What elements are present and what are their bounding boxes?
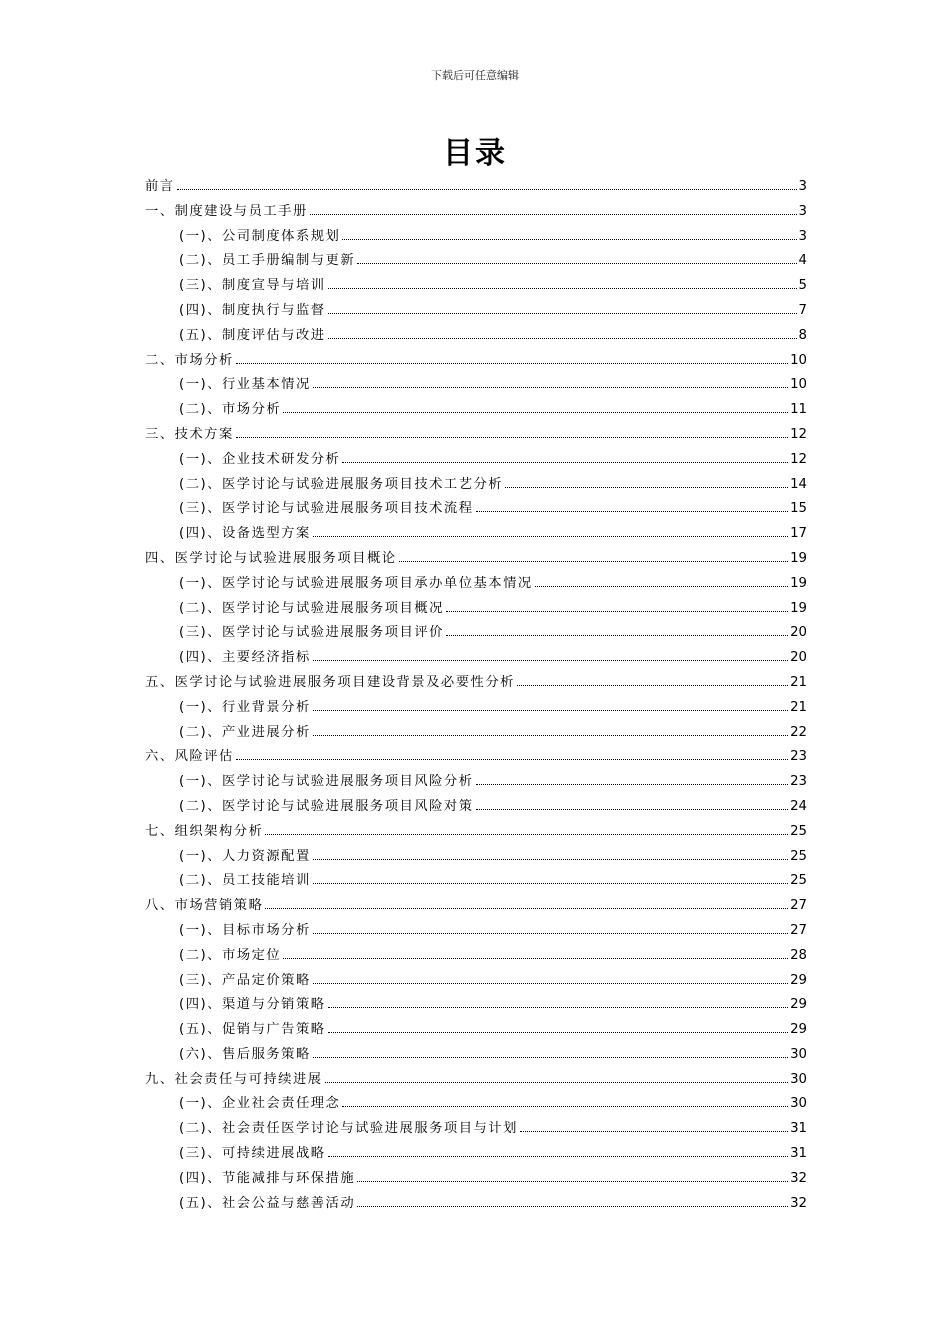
- toc-entry-label: (一)、企业技术研发分析: [179, 451, 341, 467]
- toc-page-number: 3: [798, 203, 807, 219]
- dot-leader: [265, 834, 788, 835]
- toc-section-entry[interactable]: [145, 225, 807, 250]
- toc-entry-label: (五)、社会公益与慈善活动: [179, 1195, 356, 1211]
- dot-leader: [313, 933, 788, 934]
- toc-page-number: 30: [790, 1071, 807, 1087]
- toc-page-number: 19: [790, 575, 807, 591]
- toc-entry-label: (四)、主要经济指标: [179, 650, 311, 666]
- toc-page-number: 5: [798, 278, 807, 294]
- toc-entry-label: (一)、目标市场分析: [179, 922, 311, 938]
- toc-chapter-entry[interactable]: [145, 349, 807, 374]
- dot-leader: [313, 710, 788, 711]
- toc-entry-label: (三)、医学讨论与试验进展服务项目技术流程: [179, 501, 474, 517]
- toc-page-number: 21: [790, 674, 807, 690]
- toc-entry-label: (一)、医学讨论与试验进展服务项目风险分析: [179, 774, 474, 790]
- toc-page-number: 29: [790, 972, 807, 988]
- toc-entry-label: (四)、渠道与分销策略: [179, 997, 326, 1013]
- toc-page-number: 20: [790, 650, 807, 666]
- toc-section-entry[interactable]: [145, 869, 807, 894]
- toc-entry-label: (二)、员工技能培训: [179, 873, 311, 889]
- toc-chapter-entry[interactable]: [145, 671, 807, 696]
- toc-chapter-entry[interactable]: [145, 1068, 807, 1093]
- toc-section-entry[interactable]: [145, 721, 807, 746]
- dot-leader: [328, 313, 797, 314]
- dot-leader: [177, 189, 797, 190]
- toc-section-entry[interactable]: [145, 249, 807, 274]
- toc-entry-label: (二)、产业进展分析: [179, 724, 311, 740]
- dot-leader: [313, 387, 788, 388]
- dot-leader: [476, 511, 789, 512]
- page-header: 下载后可任意编辑: [431, 69, 519, 82]
- toc-page-number: 3: [798, 179, 807, 194]
- toc-page-number: 25: [790, 823, 807, 839]
- toc-section-entry[interactable]: [145, 1192, 807, 1217]
- toc-section-entry[interactable]: [145, 1043, 807, 1068]
- dot-leader: [283, 412, 788, 413]
- toc-page-number: 7: [798, 302, 807, 318]
- dot-leader: [357, 263, 796, 264]
- toc-page-number: 24: [790, 798, 807, 814]
- toc-page-number: 29: [790, 1022, 807, 1038]
- dot-leader: [236, 759, 788, 760]
- dot-leader: [476, 809, 789, 810]
- dot-leader: [313, 983, 788, 984]
- toc-chapter-entry[interactable]: [145, 423, 807, 448]
- toc-section-entry[interactable]: [145, 944, 807, 969]
- toc-entry-label: (二)、医学讨论与试验进展服务项目概况: [179, 600, 444, 616]
- dot-leader: [328, 288, 797, 289]
- dot-leader: [357, 1181, 788, 1182]
- toc-section-entry[interactable]: [145, 696, 807, 721]
- toc-section-entry[interactable]: [145, 448, 807, 473]
- toc-entry-label: (一)、公司制度体系规划: [179, 228, 341, 244]
- toc-section-entry[interactable]: [145, 621, 807, 646]
- toc-page-number: 19: [790, 600, 807, 616]
- toc-page-number: 30: [790, 1046, 807, 1062]
- dot-leader: [535, 586, 788, 587]
- toc-section-entry[interactable]: [145, 274, 807, 299]
- page-title: 目录: [443, 136, 507, 171]
- toc-entry-label: (二)、市场分析: [179, 402, 282, 418]
- toc-section-entry[interactable]: [145, 1167, 807, 1192]
- toc-section-entry[interactable]: [145, 919, 807, 944]
- toc-entry-label: (五)、促销与广告策略: [179, 1022, 326, 1038]
- dot-leader: [520, 1131, 788, 1132]
- toc-page-number: 3: [798, 228, 807, 244]
- toc-entry-label: (二)、市场定位: [179, 947, 282, 963]
- dot-leader: [342, 239, 796, 240]
- toc-section-entry[interactable]: [145, 473, 807, 498]
- toc-chapter-entry[interactable]: [145, 820, 807, 845]
- toc-entry-label: 前言: [145, 179, 175, 194]
- dot-leader: [236, 363, 788, 364]
- toc-page-number: 4: [798, 253, 807, 269]
- toc-entry-label: (一)、人力资源配置: [179, 848, 311, 864]
- dot-leader: [313, 883, 788, 884]
- toc-page-number: 30: [790, 1096, 807, 1112]
- toc-entry-label: (四)、制度执行与监督: [179, 302, 326, 318]
- dot-leader: [236, 437, 788, 438]
- toc-entry-label: (二)、员工手册编制与更新: [179, 253, 356, 269]
- toc-entry-label: 二、市场分析: [145, 352, 234, 368]
- dot-leader: [313, 735, 788, 736]
- toc-page-number: 31: [790, 1121, 807, 1137]
- toc-page-number: 25: [790, 848, 807, 864]
- toc-page-number: 29: [790, 997, 807, 1013]
- toc-page-number: 31: [790, 1146, 807, 1162]
- dot-leader: [476, 784, 789, 785]
- toc-entry-label: (一)、行业基本情况: [179, 377, 311, 393]
- dot-leader: [328, 1007, 789, 1008]
- toc-section-entry[interactable]: [145, 299, 807, 324]
- toc-entry-label: (一)、行业背景分析: [179, 699, 311, 715]
- toc-section-entry[interactable]: [145, 993, 807, 1018]
- toc-page-number: 19: [790, 550, 807, 566]
- toc-entry-label: 三、技术方案: [145, 426, 234, 442]
- toc-page-number: 12: [790, 426, 807, 442]
- toc-chapter-entry[interactable]: [145, 745, 807, 770]
- dot-leader: [342, 462, 788, 463]
- toc-section-entry[interactable]: [145, 373, 807, 398]
- toc-entry-label: 八、市场营销策略: [145, 898, 264, 914]
- dot-leader: [328, 1032, 789, 1033]
- toc-page-number: 11: [790, 402, 807, 418]
- toc-page-number: 27: [790, 922, 807, 938]
- toc-entry-label: (一)、企业社会责任理念: [179, 1096, 341, 1112]
- toc-entry-label: (三)、可持续进展战略: [179, 1146, 326, 1162]
- toc-page-number: 28: [790, 947, 807, 963]
- toc-page-number: 23: [790, 749, 807, 765]
- toc-page-number: 10: [790, 352, 807, 368]
- toc-section-entry[interactable]: [145, 646, 807, 671]
- dot-leader: [283, 958, 788, 959]
- dot-leader: [265, 908, 788, 909]
- toc-section-entry[interactable]: [145, 597, 807, 622]
- toc-page-number: 12: [790, 451, 807, 467]
- toc-section-entry[interactable]: [145, 398, 807, 423]
- toc-entry-label: (六)、售后服务策略: [179, 1046, 311, 1062]
- toc-entry-label: (五)、制度评估与改进: [179, 327, 326, 343]
- dot-leader: [446, 611, 788, 612]
- toc-entry-label: (二)、医学讨论与试验进展服务项目风险对策: [179, 798, 474, 814]
- toc-section-entry[interactable]: [145, 324, 807, 349]
- toc-section-entry[interactable]: [145, 969, 807, 994]
- toc-chapter-entry[interactable]: [145, 175, 807, 200]
- dot-leader: [310, 214, 797, 215]
- dot-leader: [328, 1156, 789, 1157]
- toc-chapter-entry[interactable]: [145, 894, 807, 919]
- toc-page-number: 22: [790, 724, 807, 740]
- toc-page-number: 10: [790, 377, 807, 393]
- toc-entry-label: (二)、社会责任医学讨论与试验进展服务项目与计划: [179, 1121, 518, 1137]
- toc-page-number: 21: [790, 699, 807, 715]
- toc-entry-label: (四)、节能减排与环保措施: [179, 1170, 356, 1186]
- toc-page-number: 8: [798, 327, 807, 343]
- toc-section-entry[interactable]: [145, 572, 807, 597]
- toc-section-entry[interactable]: [145, 845, 807, 870]
- toc-section-entry[interactable]: [145, 497, 807, 522]
- toc-chapter-entry[interactable]: [145, 200, 807, 225]
- toc-entry-label: 九、社会责任与可持续进展: [145, 1071, 323, 1087]
- toc-entry-label: 一、制度建设与员工手册: [145, 203, 308, 219]
- toc-entry-label: (三)、产品定价策略: [179, 972, 311, 988]
- toc-section-entry[interactable]: [145, 770, 807, 795]
- toc-entry-label: 七、组织架构分析: [145, 823, 264, 839]
- toc-page-number: 23: [790, 774, 807, 790]
- toc-page-number: 27: [790, 898, 807, 914]
- toc-section-entry[interactable]: [145, 795, 807, 820]
- toc-section-entry[interactable]: [145, 1092, 807, 1117]
- toc-chapter-entry[interactable]: [145, 547, 807, 572]
- toc-entry-label: 五、医学讨论与试验进展服务项目建设背景及必要性分析: [145, 674, 515, 690]
- dot-leader: [517, 685, 788, 686]
- table-of-contents: [145, 175, 807, 1216]
- dot-leader: [357, 1206, 788, 1207]
- toc-entry-label: (四)、设备选型方案: [179, 526, 311, 542]
- toc-section-entry[interactable]: [145, 1117, 807, 1142]
- toc-page-number: 20: [790, 625, 807, 641]
- dot-leader: [325, 1082, 789, 1083]
- toc-page-number: 32: [790, 1170, 807, 1186]
- toc-entry-label: 四、医学讨论与试验进展服务项目概论: [145, 550, 397, 566]
- toc-entry-label: (二)、医学讨论与试验进展服务项目技术工艺分析: [179, 476, 504, 492]
- toc-section-entry[interactable]: [145, 1018, 807, 1043]
- dot-leader: [313, 859, 788, 860]
- toc-page-number: 32: [790, 1195, 807, 1211]
- toc-entry-label: (一)、医学讨论与试验进展服务项目承办单位基本情况: [179, 575, 533, 591]
- toc-page-number: 17: [790, 526, 807, 542]
- dot-leader: [313, 1057, 788, 1058]
- dot-leader: [399, 561, 789, 562]
- dot-leader: [446, 635, 788, 636]
- dot-leader: [313, 536, 788, 537]
- toc-entry-label: (三)、制度宣导与培训: [179, 278, 326, 294]
- dot-leader: [313, 660, 788, 661]
- toc-section-entry[interactable]: [145, 1142, 807, 1167]
- toc-entry-label: (三)、医学讨论与试验进展服务项目评价: [179, 625, 444, 641]
- toc-section-entry[interactable]: [145, 522, 807, 547]
- toc-entry-label: 六、风险评估: [145, 749, 234, 765]
- toc-page-number: 15: [790, 501, 807, 517]
- dot-leader: [505, 487, 788, 488]
- dot-leader: [328, 338, 797, 339]
- toc-page-number: 25: [790, 873, 807, 889]
- toc-page-number: 14: [790, 476, 807, 492]
- dot-leader: [342, 1106, 788, 1107]
